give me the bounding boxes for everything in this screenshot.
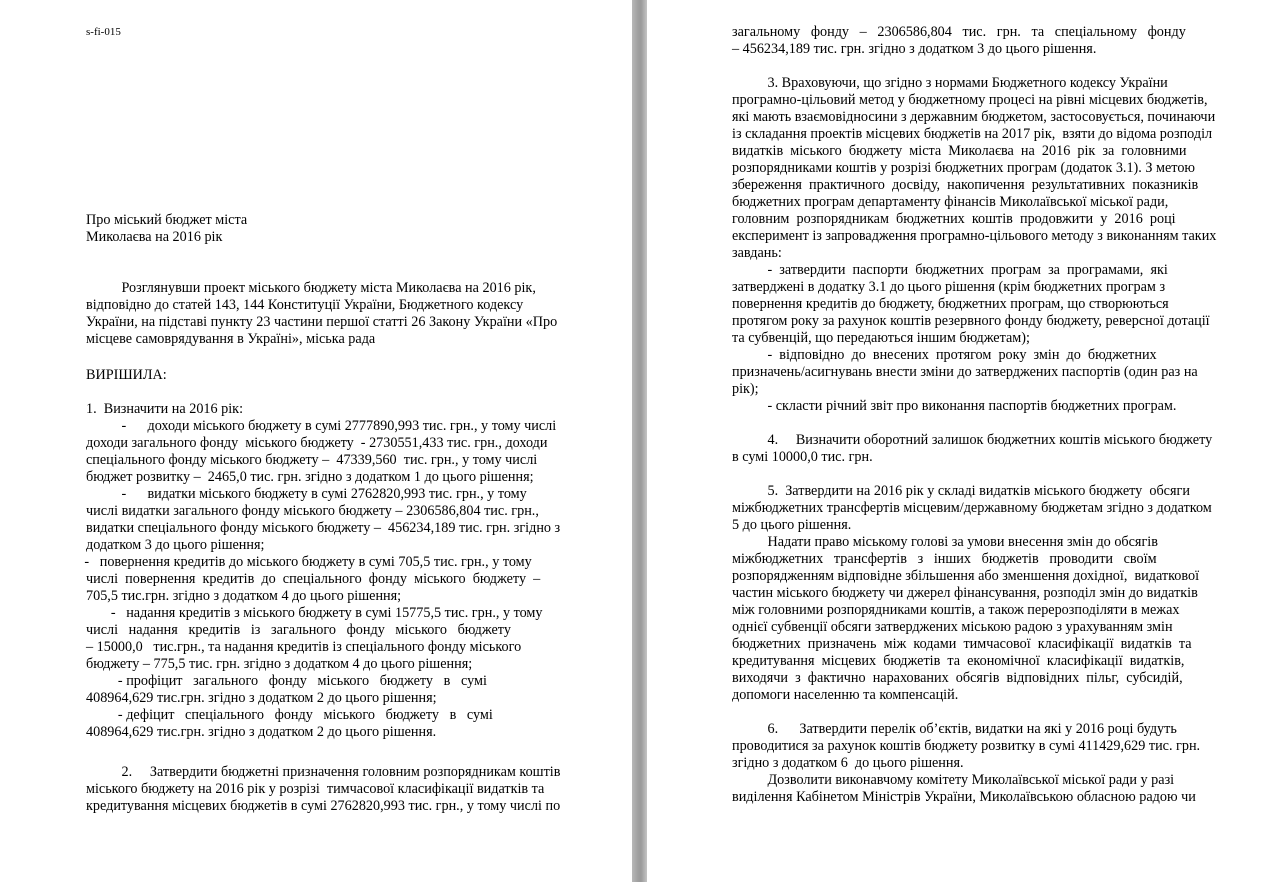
text-line: та субвенцій, що передаються іншим бюджетам); (732, 330, 1030, 346)
text-line: числі повернення кредитів до спеціального фонду міського бюджету – (86, 571, 541, 587)
text-line: призначень/асигнувань внести зміни до затверджених паспортів (один раз на (732, 364, 1198, 380)
text-line: 408964,629 тис.грн. згідно з додатком 2 до цього рішення. (86, 724, 437, 740)
item-2 (86, 764, 606, 815)
text-line: із складання проектів місцевих бюджетів на 2017 рік, взяти до відома розподіл (732, 126, 1213, 142)
text-line: - скласти річний звіт про виконання паспортів бюджетних програм. (732, 398, 1177, 414)
text-line: 6. Затвердити перелік об’єктів, видатки на які у 2016 році будуть (732, 721, 1177, 737)
text-line: міського бюджету на 2016 рік у розрізі тимчасової класифікації видатків та (86, 781, 545, 797)
title-line: Миколаєва на 2016 рік (86, 229, 223, 245)
text-line: бюджетних призначень між кодами тимчасової класифікації видатків та (732, 636, 1192, 652)
text-line: - дефіцит спеціального фонду міського бюджету в сумі (86, 707, 493, 723)
text-line: проводитися за рахунок коштів бюджету розвитку в сумі 411429,629 тис. грн. (732, 738, 1201, 754)
text-line (732, 415, 1257, 432)
text-line (732, 466, 1257, 483)
text-line: однієї субвенції обсяги затверджених міською радою з урахуванням змін (732, 619, 1173, 635)
text-line: 2. Затвердити бюджетні призначення головним розпорядникам коштів (86, 764, 561, 780)
page-gutter (632, 0, 647, 882)
text-line: які мають взаємовідносини з державним бюджетом, застосовується, починаючи (732, 109, 1216, 125)
decided-label: ВИРІШИЛА: (86, 367, 167, 383)
text-line: 408964,629 тис.грн. згідно з додатком 2 до цього рішення; (86, 690, 437, 706)
text-line: згідно з додатком 6 до цього рішення. (732, 755, 964, 771)
left-page (0, 0, 632, 882)
text-line: розпорядниками коштів у розрізі бюджетних програм (додаток 3.1). З метою (732, 160, 1196, 176)
text-line: України, на підставі пункту 23 частини першої статті 26 Закону України «Про (86, 314, 558, 330)
text-line: повернення кредитів до бюджету, бюджетних програм, що створюються (732, 296, 1169, 312)
text-line: - доходи міського бюджету в сумі 2777890,993 тис. грн., у тому числі (86, 418, 557, 434)
text-line: частин міського бюджету чи джерел фінансування, розподіл змін до видатків (732, 585, 1198, 601)
text-line: 705,5 тис.грн. згідно з додатком 4 до цього рішення; (86, 588, 402, 604)
text-line: - відповідно до внесених протягом року змін до бюджетних (732, 347, 1157, 363)
text-line: бюджетних програм департаменту фінансів Миколаївської міської ради, (732, 194, 1169, 210)
text-line: завдань: (732, 245, 782, 261)
text-line: 3. Враховуючи, що згідно з нормами Бюджетного кодексу України (732, 75, 1168, 91)
text-line: бюджет розвитку – 2465,0 тис. грн. згідно з додатком 1 до цього рішення; (86, 469, 534, 485)
text-line: міжбюджетних трансфертів з інших бюджетів проводити своїм (732, 551, 1157, 567)
text-line: - надання кредитів з міського бюджету в сумі 15775,5 тис. грн., у тому (86, 605, 543, 621)
text-line: протягом року за рахунок коштів резервного фонду бюджету, реверсної дотації (732, 313, 1210, 329)
text-line (732, 704, 1257, 721)
text-line: кредитування місцевих бюджетів та економічної класифікації видатків, (732, 653, 1185, 669)
text-line: виділення Кабінетом Міністрів України, Миколаївською обласною радою чи (732, 789, 1196, 805)
text-line: 5 до цього рішення. (732, 517, 852, 533)
right-page (647, 0, 1277, 882)
text-line: - видатки міського бюджету в сумі 2762820,993 тис. грн., у тому (86, 486, 527, 502)
document-code: s-fi-015 (86, 26, 121, 38)
text-line: між головними розпорядниками коштів, а також перерозподіляти в межах (732, 602, 1180, 618)
text-line: виходячи з фактично нарахованих обсягів відповідних пільг, субсидій, (732, 670, 1183, 686)
text-line: допомоги населенню та компенсацій. (732, 687, 959, 703)
text-line: загальному фонду – 2306586,804 тис. грн. та спеціальному фонду (732, 24, 1186, 40)
text-line: місцеве самоврядування в Україні», міська рада (86, 331, 376, 347)
text-line: додатком 3 до цього рішення; (86, 537, 265, 553)
text-line: розпорядженням відповідне збільшення або зменшення дохідної, видаткової (732, 568, 1200, 584)
text-line: головним розпорядникам бюджетних коштів продовжити у 2016 році (732, 211, 1176, 227)
text-line: програмно-цільовий метод у бюджетному процесі на рівні місцевих бюджетів, (732, 92, 1208, 108)
text-line: 4. Визначити оборотний залишок бюджетних коштів міського бюджету (732, 432, 1213, 448)
text-line: числі надання кредитів із загального фонду міського бюджету (86, 622, 511, 638)
text-line (732, 58, 1257, 75)
text-line: бюджету – 775,5 тис. грн. згідно з додатком 4 до цього рішення; (86, 656, 473, 672)
text-line: 1. Визначити на 2016 рік: (86, 401, 244, 417)
text-line: - затвердити паспорти бюджетних програм за програмами, які (732, 262, 1168, 278)
text-line: - профіцит загального фонду міського бюджету в сумі (86, 673, 487, 689)
text-line: спеціального фонду міського бюджету – 47339,560 тис. грн., у тому числі (86, 452, 538, 468)
text-line: збереження практичного досвіду, накопичення результативних показників (732, 177, 1199, 193)
preamble (86, 280, 601, 348)
text-line: відповідно до статей 143, 144 Конституції України, Бюджетного кодексу (86, 297, 524, 313)
text-line: доходи загального фонду міського бюджету - 2730551,433 тис. грн., доходи (86, 435, 548, 451)
item-1 (56, 401, 606, 741)
text-line: Надати право міському голові за умови внесення змін до обсягів (732, 534, 1158, 550)
text-line: рік); (732, 381, 759, 397)
text-line: числі видатки загального фонду міського бюджету – 2306586,804 тис. грн., (86, 503, 539, 519)
text-line: - повернення кредитів до міського бюджету в сумі 705,5 тис. грн., у тому (56, 554, 532, 570)
text-line: кредитування місцевих бюджетів в сумі 2762820,993 тис. грн., у тому числі по (86, 798, 561, 814)
title-line: Про міський бюджет міста (86, 212, 248, 228)
document-title (86, 212, 247, 246)
text-line: Розглянувши проект міського бюджету міста Миколаєва на 2016 рік, (86, 280, 536, 296)
text-line: 5. Затвердити на 2016 рік у складі видатків міського бюджету обсяги (732, 483, 1190, 499)
text-line: – 15000,0 тис.грн., та надання кредитів із спеціального фонду міського (86, 639, 522, 655)
text-line: Дозволити виконавчому комітету Миколаївської міської ради у разі (732, 772, 1175, 788)
text-line: видатки спеціального фонду міського бюджету – 456234,189 тис. грн. згідно з (86, 520, 561, 536)
text-line: видатків міського бюджету міста Миколаєва на 2016 рік за головними (732, 143, 1187, 159)
text-line: – 456234,189 тис. грн. згідно з додатком 3 до цього рішення. (732, 41, 1097, 57)
text-line: експеримент із запровадження програмно-цільового методу з виконанням таких (732, 228, 1217, 244)
text-line: міжбюджетних трансфертів місцевим/державному бюджетам згідно з додатком (732, 500, 1212, 516)
text-line: в сумі 10000,0 тис. грн. (732, 449, 873, 465)
text-line: затверджені в додатку 3.1 до цього рішення (крім бюджетних програм з (732, 279, 1166, 295)
right-column-text (732, 24, 1257, 806)
